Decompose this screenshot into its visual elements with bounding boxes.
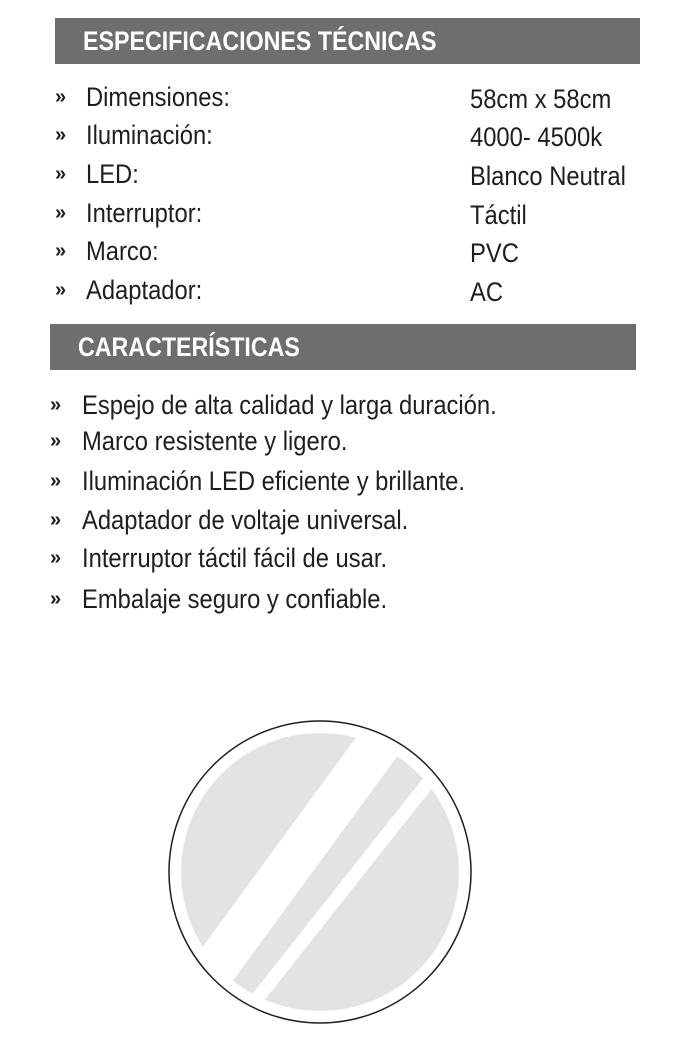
spec-value-led: Blanco Neutral bbox=[470, 161, 626, 191]
spec-value-frame: PVC bbox=[470, 238, 519, 268]
bullet-icon: » bbox=[50, 430, 62, 452]
spec-label-frame: Marco: bbox=[86, 236, 159, 266]
feature-text: Espejo de alta calidad y larga duración. bbox=[82, 390, 497, 420]
bullet-icon: » bbox=[50, 509, 62, 531]
bullet-icon: » bbox=[55, 279, 67, 301]
round-mirror-icon bbox=[160, 712, 480, 1032]
spec-label-led: LED: bbox=[86, 159, 139, 189]
spec-row bbox=[0, 118, 682, 152]
spec-label-adapter: Adaptador: bbox=[86, 275, 203, 305]
spec-row bbox=[0, 234, 682, 268]
features-title: CARACTERÍSTICAS bbox=[78, 332, 300, 362]
spec-label-dimensions: Dimensiones: bbox=[86, 82, 230, 112]
mirror-illustration bbox=[160, 712, 480, 1032]
feature-text: Adaptador de voltaje universal. bbox=[82, 505, 409, 535]
spec-row bbox=[0, 196, 682, 230]
feature-item bbox=[0, 541, 682, 575]
feature-text: Marco resistente y ligero. bbox=[82, 426, 348, 456]
specs-section-header bbox=[55, 18, 640, 64]
feature-item bbox=[0, 582, 682, 616]
bullet-icon: » bbox=[55, 163, 67, 185]
spec-label-switch: Interruptor: bbox=[86, 198, 203, 228]
spec-label-lighting: Iluminación: bbox=[86, 120, 213, 150]
feature-text: Embalaje seguro y confiable. bbox=[82, 584, 388, 614]
bullet-icon: » bbox=[50, 470, 62, 492]
specs-title: ESPECIFICACIONES TÉCNICAS bbox=[83, 26, 437, 56]
feature-item bbox=[0, 388, 682, 422]
bullet-icon: » bbox=[55, 86, 67, 108]
feature-item bbox=[0, 503, 682, 537]
bullet-icon: » bbox=[55, 240, 67, 262]
spec-value-switch: Táctil bbox=[470, 200, 527, 230]
feature-item bbox=[0, 464, 682, 498]
feature-text: Iluminación LED eficiente y brillante. bbox=[82, 466, 465, 496]
bullet-icon: » bbox=[50, 394, 62, 416]
spec-row bbox=[0, 80, 682, 114]
bullet-icon: » bbox=[50, 588, 62, 610]
spec-value-adapter: AC bbox=[470, 277, 504, 307]
bullet-icon: » bbox=[55, 202, 67, 224]
features-section-header bbox=[50, 324, 636, 370]
feature-text: Interruptor táctil fácil de usar. bbox=[82, 543, 388, 573]
spec-row bbox=[0, 273, 682, 307]
mirror-glass bbox=[160, 712, 480, 1032]
spec-value-lighting: 4000- 4500k bbox=[470, 122, 603, 152]
bullet-icon: » bbox=[55, 124, 67, 146]
spec-value-dimensions: 58cm x 58cm bbox=[470, 84, 612, 114]
feature-item bbox=[0, 424, 682, 458]
spec-row bbox=[0, 157, 682, 191]
bullet-icon: » bbox=[50, 547, 62, 569]
